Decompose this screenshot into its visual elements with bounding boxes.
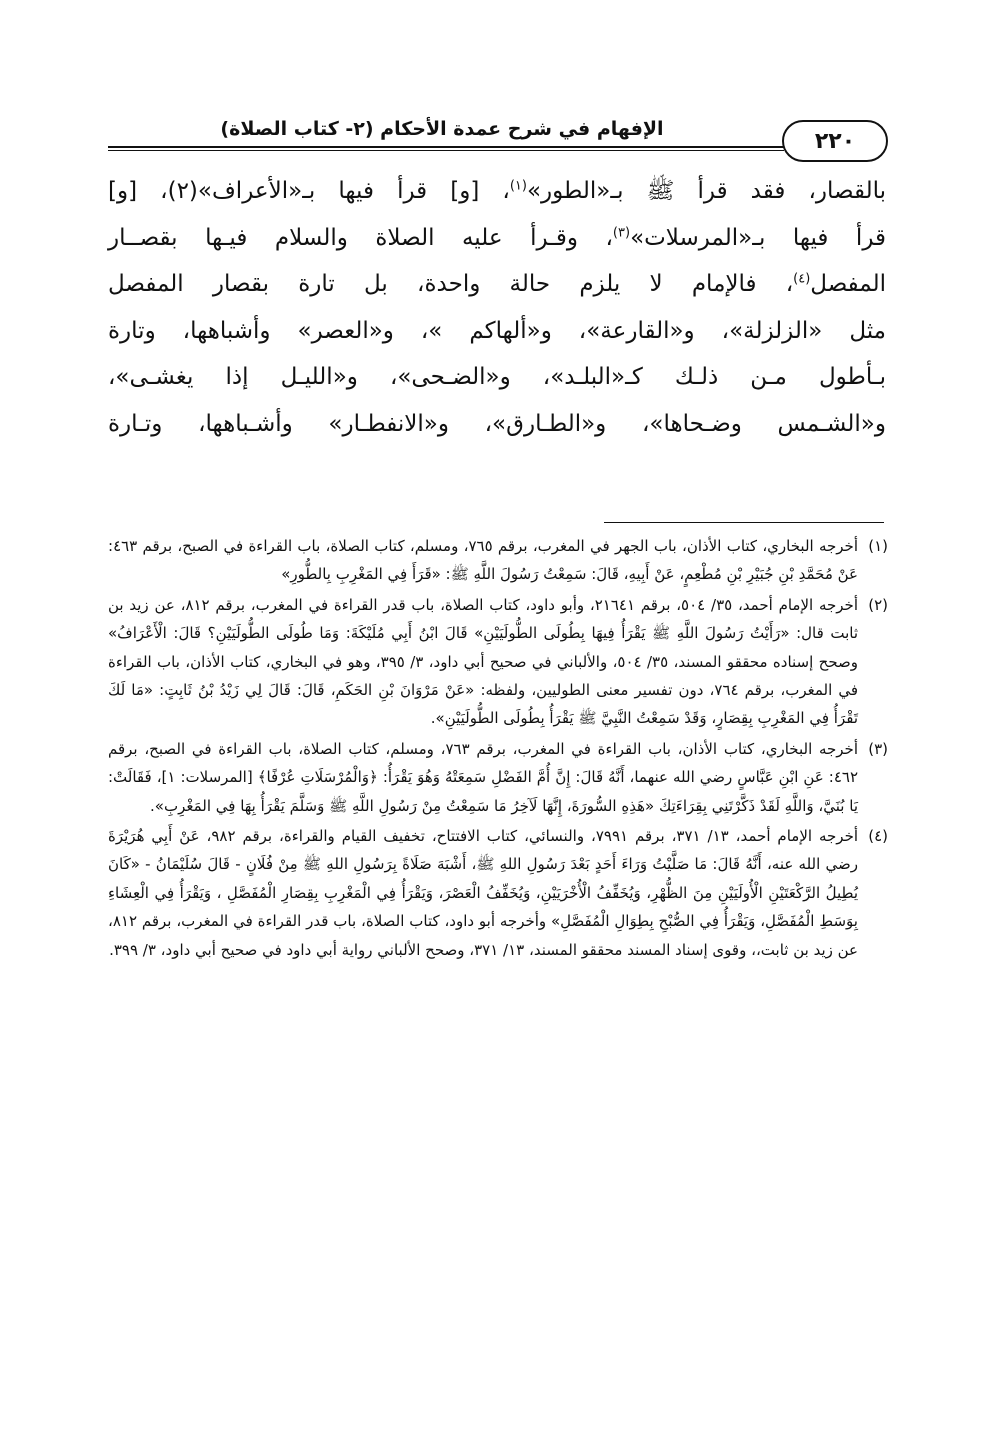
footnote-text: أخرجه الإمام أحمد، ٣٥/ ٥٠٤، برقم ٢١٦٤١، وأبو داود، كتاب الصلاة، باب قدر القراءة في المغرب، برقم ٨١٢، عن زيد بن ثابت قال: «رَأَيْتُ رَسُولَ اللَّهِ ﷺ يَقْرَأُ فِيهَا بِطُولَى الطُّولَيَيْنِ» قَالَ ابْنُ أَبِي مُلَيْكَةَ: وَمَا طُولَى الطُّولَيَيْنِ؟ قَالَ: الْأَعْرَافُ» وصحح إسناده محققو المسند، ٣٥/ ٥٠٤، والألباني في صحيح أبي داود، ٣/ ٣٩٥، وهو في البخاري، كتاب الأذان، باب القراءة في المغرب، برقم ٧٦٤، دون تفسير معنى الطوليين، ولفظه: «عَنْ مَرْوَانَ بْنِ الحَكَمِ، قَالَ: قَالَ لِي زَيْدُ بْنُ ثَابِتٍ: «مَا لَكَ تَقْرَأُ فِي المَغْرِبِ بِقِصَارٍ، وَقَدْ سَمِعْتُ النَّبِيَّ ﷺ يَقْرَأُ بِطُولَى الطُّولَيَيْنِ». [108,595,859,728]
header-rule [108,146,784,148]
running-title: الإفهام في شرح عمدة الأحكام (٢- كتاب الصلاة) [220,118,664,140]
main-line [108,261,886,308]
footnote-number: (٢) [868,595,888,614]
line-text: بالقصار، فقد قرأ ﷺ بـ«الطور» [526,178,886,204]
footnotes [108,532,888,966]
footnote [108,822,888,964]
line-text: بـأطول مـن ذلـك كـ«البلـد»، و«الضـحى»، و«الليـل إذا يغشـى»، [108,364,886,390]
footnote-separator [604,522,884,523]
main-line [108,308,886,355]
footnote-number: (٣) [868,739,888,758]
main-line [108,401,886,448]
footnote-ref: (٣) [612,224,631,240]
footnote-text: أخرجه الإمام أحمد، ١٣/ ٣٧١، برقم ٧٩٩١، والنسائي، كتاب الافتتاح، تخفيف القيام والقراءة، برقم ٩٨٢، عَنْ أَبِي هُرَيْرَةَ رضي الله عنه، أَنَّهُ قَالَ: مَا صَلَّيْتُ وَرَاءَ أَحَدٍ بَعْدَ رَسُولِ اللهِ ﷺ، أَشْبَهَ صَلَاةً بِرَسُولِ اللهِ ﷺ مِنْ فُلَانٍ - قَالَ سُلَيْمَانُ - «كَانَ يُطِيلُ الرَّكْعَتَيْنِ الْأُولَيَيْنِ مِنَ الظُّهْرِ، وَيُخَفِّفُ الْأُخْرَيَيْنِ، وَيُخَفِّفُ الْعَصْرَ، وَيَقْرَأُ فِي الْمَغْرِبِ بِقِصَارِ الْمُفَصَّلِ ، وَيَقْرَأُ فِي الْعِشَاءِ بِوَسَطِ الْمُفَصَّلِ، وَيَقْرَأُ فِي الصُّبْحِ بِطِوَالِ الْمُفَصَّلِ» وأخرجه أبو داود، كتاب الصلاة، باب قدر القراءة في المغرب، برقم ٨١٢، عن زيد بن ثابت،، وقوى إسناد المسند محققو المسند، ١٣/ ٣٧١، وصحح الألباني رواية أبي داود في صحيح أبي داود، ٣/ ٣٩٩. [108,827,859,959]
main-text [108,168,886,447]
header-rule-thin [108,150,784,151]
footnote-text: أخرجه البخاري، كتاب الأذان، باب القراءة في المغرب، برقم ٧٦٣، ومسلم، كتاب الصلاة، باب القراءة في الصبح، برقم ٤٦٢: عَنِ ابْنِ عَبَّاسٍ رضي الله عنهما، أَنَّهُ قَالَ: إِنَّ أُمَّ الفَضْلِ سَمِعَتْهُ وَهُوَ يَقْرَأُ: ﴿وَالْمُرْسَلَاتِ عُرْفًا﴾ [المرسلات: ١]، فَقَالَتْ: يَا بُنَيَّ، وَاللَّهِ لَقَدْ ذَكَّرْتَنِي بِقِرَاءَتِكَ «هَذِهِ السُّورَةَ، إِنَّهَا لَآخِرُ مَا سَمِعْتُ مِنْ رَسُولِ اللَّهِ ﷺ وَسَلَّمَ يَقْرَأُ بِهَا فِي المَغْرِبِ». [108,739,859,815]
line-text: و«الشـمس وضـحاها»، و«الطـارق»، و«الانفطـار» وأشـباهها، وتـارة [108,410,886,437]
main-line [108,354,886,401]
line-text: ، وقـرأ عليه الصلاة والسلام فيـها بقصــار [108,224,613,251]
line-text: ، [و] قرأ فيها بـ«الأعراف»(٢)، [و] [108,178,510,204]
footnote-number: (٤) [868,827,888,846]
line-text: قرأ فيها بـ«المرسلات» [630,224,886,251]
line-text: المفصل [810,271,886,297]
footnote-number: (١) [868,537,888,555]
line-text: مثل «الزلزلة»، و«القارعة»، و«ألهاكم »، و«العصر» وأشباهها، وتارة [108,317,886,344]
page-number: ٢٢٠ [782,120,888,162]
main-line [108,215,886,262]
footnote-ref: (١) [509,178,527,194]
page-header [108,108,888,152]
footnote-ref: (٤) [793,271,811,287]
footnote-text: أخرجه البخاري، كتاب الأذان، باب الجهر في المغرب، برقم ٧٦٥، ومسلم، كتاب الصلاة، باب القراءة في الصبح، برقم ٤٦٣: عَنْ مُحَمَّدِ بْنِ جُبَيْرِ بْنِ مُطْعِمٍ، عَنْ أَبِيهِ، قَالَ: سَمِعْتُ رَسُولَ اللَّهِ ﷺ: «قَرَأَ فِي المَغْرِبِ بِالطُّورِ» [108,537,858,584]
footnote [108,532,888,589]
line-text: ، فالإمام لا يلزم حالة واحدة، بل تارة بقصار المفصل [108,271,794,297]
footnote [108,735,888,820]
footnote [108,591,888,733]
main-line [108,168,886,215]
